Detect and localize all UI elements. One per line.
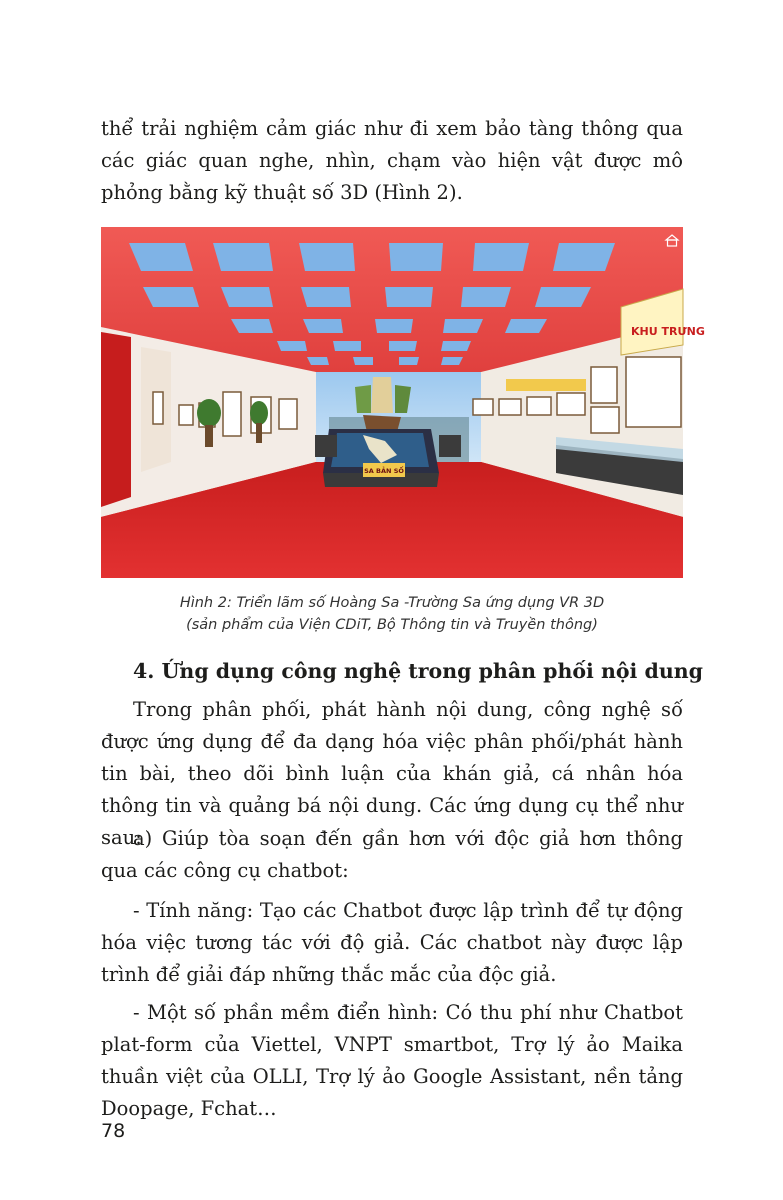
intro-paragraph: thể trải nghiệm cảm giác như đi xem bảo tàng thông qua các giác quan nghe, nhìn, chạm vào hiện vật được mô phỏng bằng kỹ thuật số 3D (Hình 2). [101, 117, 683, 204]
figure-caption-line2: (sản phẩm của Viện CDiT, Bộ Thông tin và Truyền thông) [186, 617, 598, 633]
map-table [323, 429, 439, 487]
paragraph-4: - Một số phần mềm điển hình: Có thu phí như Chatbot plat-form của Viettel, VNPT smartbot, Trợ lý ảo Maika thuần việt của OLLI, Trợ lý ảo Google Assistant, nền tảng Doopage, Fchat… [101, 1001, 683, 1120]
paragraph-2: a) Giúp tòa soạn đến gần hơn với độc giả hơn thông qua các công cụ chatbot: [101, 827, 683, 882]
paragraph-1: Trong phân phối, phát hành nội dung, công nghệ số được ứng dụng để đa dạng hóa việc phân phối/phát hành tin bài, theo dõi bình luận của khán giả, cá nhân hóa thông tin và quảng bá nội dung. Các ứng dụng cụ thể như sau: [101, 698, 683, 849]
virtual-exhibition-image [101, 227, 705, 578]
section-heading: 4. Ứng dụng công nghệ trong phân phối nội dung [133, 659, 703, 683]
exhibition-figure [101, 227, 705, 578]
map-label: SA BẢN SỐ [364, 467, 404, 475]
exhibit-sign: KHU TRƯNG [631, 325, 705, 338]
page-number: 78 [101, 1120, 126, 1142]
paragraph-3: - Tính năng: Tạo các Chatbot được lập trình để tự động hóa việc tương tác với độ giả. Các chatbot này được lập trình để giải đáp những thắc mắc của độc giả. [101, 899, 683, 986]
figure-caption-line1: Hình 2: Triển lãm số Hoàng Sa -Trường Sa ứng dụng VR 3D [179, 595, 605, 611]
